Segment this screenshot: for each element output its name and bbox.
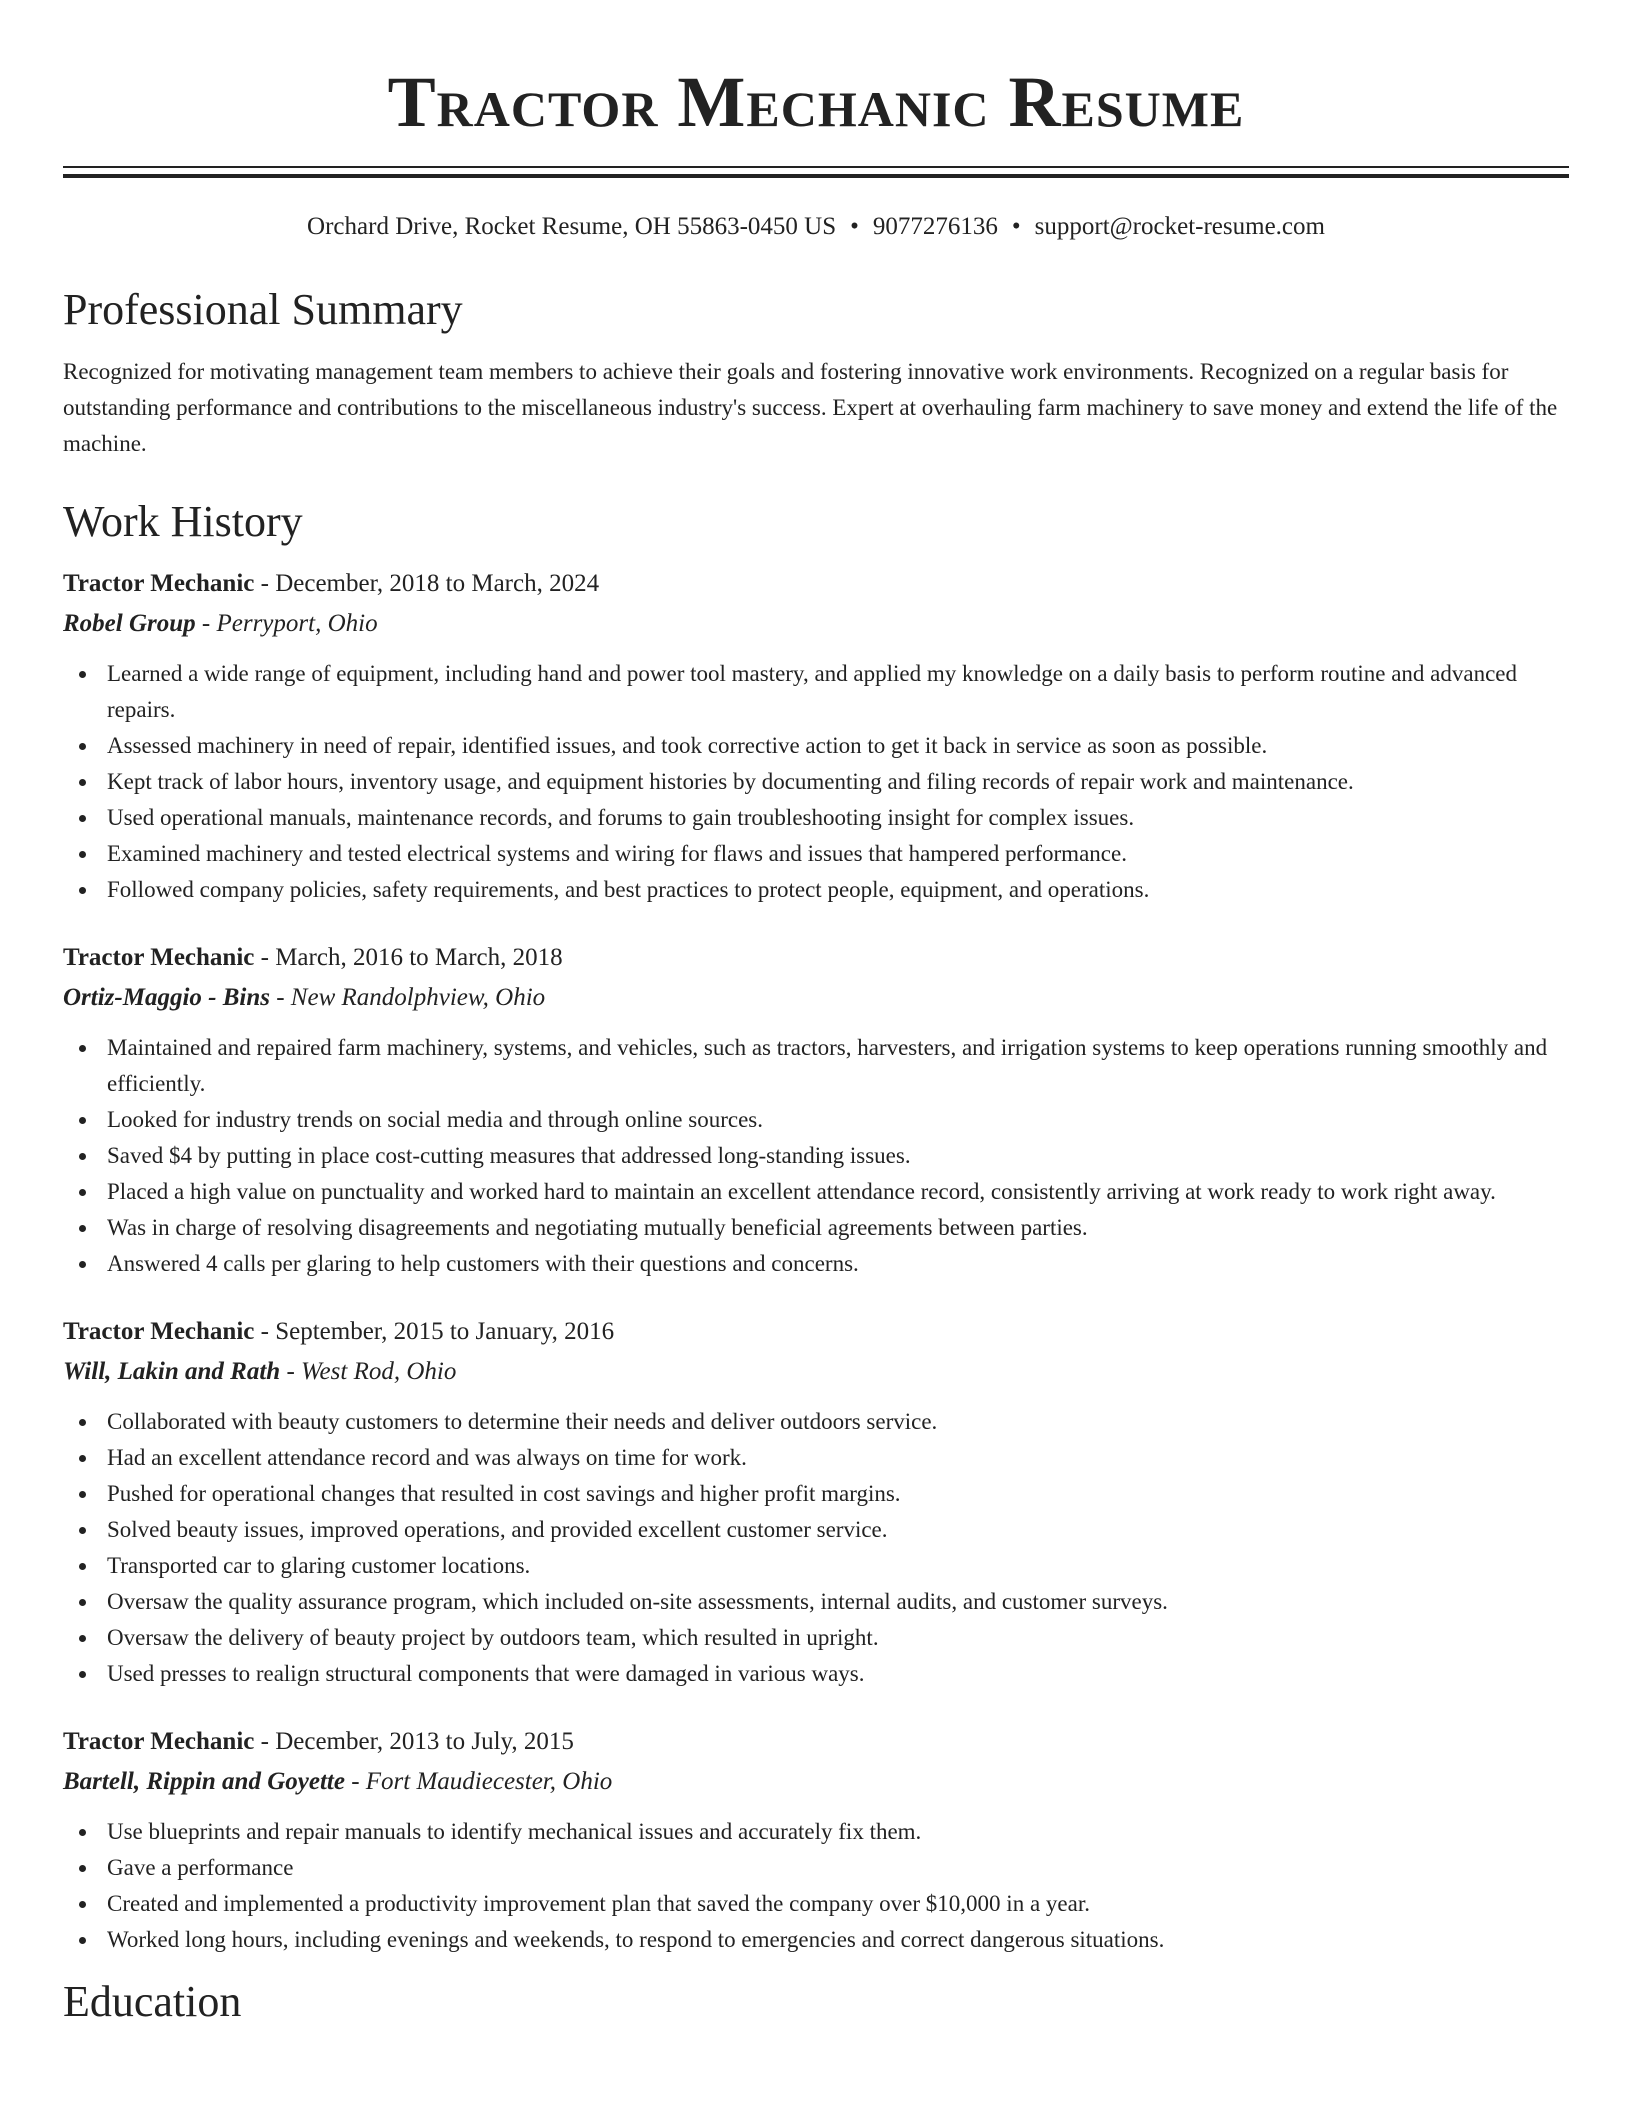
list-item: Looked for industry trends on social media and through online sources. <box>63 1102 1569 1138</box>
list-item: Use blueprints and repair manuals to identify mechanical issues and accurately fix them. <box>63 1814 1569 1850</box>
job-duties-list <box>63 656 1569 908</box>
job-role: Tractor Mechanic <box>63 1318 255 1345</box>
list-item: Kept track of labor hours, inventory usage, and equipment histories by documenting and filing records of repair work and maintenance. <box>63 764 1569 800</box>
list-item: Saved $4 by putting in place cost-cutting measures that addressed long-standing issues. <box>63 1138 1569 1174</box>
job-company-line <box>63 604 1569 644</box>
list-item: Used operational manuals, maintenance records, and forums to gain troubleshooting insight for complex issues. <box>63 800 1569 836</box>
list-item: Transported car to glaring customer locations. <box>63 1548 1569 1584</box>
work-history-list <box>63 564 1569 1958</box>
list-item: Worked long hours, including evenings and weekends, to respond to emergencies and correct dangerous situations. <box>63 1922 1569 1958</box>
education-heading: Education <box>63 1977 242 2026</box>
job-location: - Perryport, Ohio <box>195 610 378 637</box>
job-duties-list <box>63 1814 1569 1958</box>
contact-separator: • <box>1011 213 1021 240</box>
job-role: Tractor Mechanic <box>63 1728 255 1755</box>
job-dates: - September, 2015 to January, 2016 <box>254 1318 615 1345</box>
list-item: Was in charge of resolving disagreements and negotiating mutually beneficial agreements between parties. <box>63 1210 1569 1246</box>
job-dates: - December, 2018 to March, 2024 <box>254 570 600 597</box>
job-company: Ortiz-Maggio - Bins <box>63 984 270 1011</box>
job-duties-list <box>63 1030 1569 1282</box>
summary-heading: Professional Summary <box>63 285 463 334</box>
job-role: Tractor Mechanic <box>63 570 255 597</box>
list-item: Oversaw the delivery of beauty project by outdoors team, which resulted in upright. <box>63 1620 1569 1656</box>
job-company: Robel Group <box>63 610 196 637</box>
title-divider-bottom <box>63 174 1569 178</box>
list-item: Collaborated with beauty customers to determine their needs and deliver outdoors service. <box>63 1404 1569 1440</box>
list-item: Learned a wide range of equipment, including hand and power tool mastery, and applied my knowledge on a daily basis to perform routine and advanced repairs. <box>63 656 1569 728</box>
job-role: Tractor Mechanic <box>63 944 255 971</box>
job-location: - West Rod, Ohio <box>280 1358 457 1385</box>
job-location: - New Randolphview, Ohio <box>269 984 546 1011</box>
list-item: Used presses to realign structural components that were damaged in various ways. <box>63 1656 1569 1692</box>
list-item: Followed company policies, safety requirements, and best practices to protect people, equipment, and operations. <box>63 872 1569 908</box>
list-item: Pushed for operational changes that resulted in cost savings and higher profit margins. <box>63 1476 1569 1512</box>
job-duties-list <box>63 1404 1569 1692</box>
work-history-heading: Work History <box>63 497 303 546</box>
list-item: Assessed machinery in need of repair, identified issues, and took corrective action to get it back in service as soon as possible. <box>63 728 1569 764</box>
job-company: Bartell, Rippin and Goyette <box>63 1768 345 1795</box>
list-item: Had an excellent attendance record and was always on time for work. <box>63 1440 1569 1476</box>
job-entry <box>63 564 1569 908</box>
list-item: Gave a performance <box>63 1850 1569 1886</box>
list-item: Examined machinery and tested electrical systems and wiring for flaws and issues that hampered performance. <box>63 836 1569 872</box>
contact-address: Orchard Drive, Rocket Resume, OH 55863-0450 US <box>307 213 837 240</box>
job-header <box>63 564 1569 604</box>
job-entry <box>63 938 1569 1282</box>
job-company-line <box>63 1762 1569 1802</box>
contact-phone: 9077276136 <box>872 213 998 240</box>
job-header <box>63 1722 1569 1762</box>
list-item: Created and implemented a productivity improvement plan that saved the company over $10,000 in a year. <box>63 1886 1569 1922</box>
job-entry <box>63 1722 1569 1958</box>
job-dates: - December, 2013 to July, 2015 <box>254 1728 574 1755</box>
list-item: Solved beauty issues, improved operations, and provided excellent customer service. <box>63 1512 1569 1548</box>
contact-email: support@rocket-resume.com <box>1034 213 1325 240</box>
job-entry <box>63 1312 1569 1692</box>
list-item: Answered 4 calls per glaring to help customers with their questions and concerns. <box>63 1246 1569 1282</box>
job-company-line <box>63 978 1569 1018</box>
resume-title: Tractor Mechanic Resume <box>387 62 1245 142</box>
contact-separator: • <box>850 213 859 240</box>
list-item: Maintained and repaired farm machinery, systems, and vehicles, such as tractors, harvesters, and irrigation systems to keep operations running smoothly and efficiently. <box>63 1030 1569 1102</box>
job-dates: - March, 2016 to March, 2018 <box>254 944 563 971</box>
title-divider-top <box>63 166 1569 168</box>
contact-line <box>63 212 1569 242</box>
job-header <box>63 1312 1569 1352</box>
summary-text: Recognized for motivating management team members to achieve their goals and fostering innovative work environments. Recognized on a regular basis for outstanding performance and contributions to the miscellaneous industry's success. Expert at overhauling farm machinery to save money and extend the life of the machine. <box>63 359 1558 456</box>
list-item: Placed a high value on punctuality and worked hard to maintain an excellent attendance record, consistently arriving at work ready to work right away. <box>63 1174 1569 1210</box>
job-header <box>63 938 1569 978</box>
job-location: - Fort Maudiecester, Ohio <box>344 1768 613 1795</box>
job-company-line <box>63 1352 1569 1392</box>
list-item: Oversaw the quality assurance program, which included on-site assessments, internal audits, and customer surveys. <box>63 1584 1569 1620</box>
job-company: Will, Lakin and Rath <box>63 1358 281 1385</box>
